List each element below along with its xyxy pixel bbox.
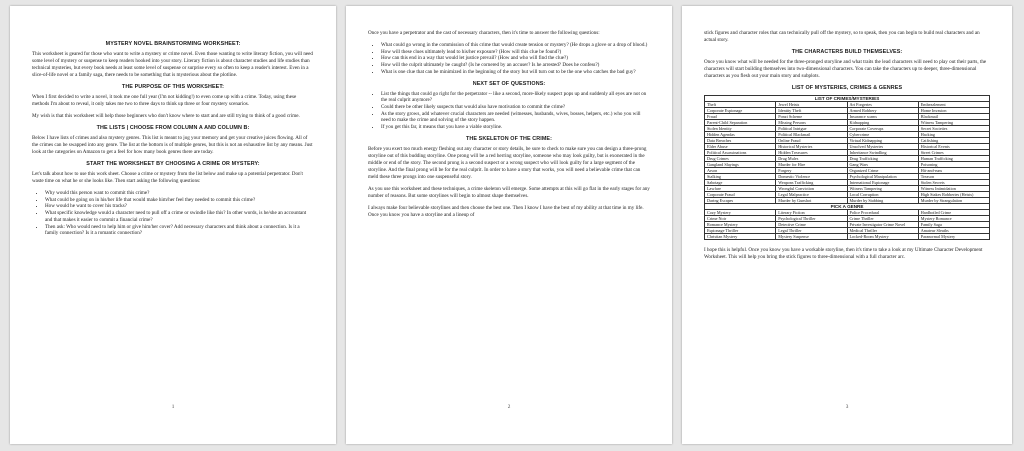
table-cell: Domestic Violence	[776, 174, 847, 180]
table-cell: Gangland Slayings	[705, 162, 776, 168]
table-cell: Corporate Fraud	[705, 192, 776, 198]
table-cell: Art Forgeries	[847, 102, 918, 108]
skeleton-heading: THE SKELETON OF THE CRIME:	[465, 135, 553, 142]
purpose-paragraph-1: When I first decided to write a novel, it took me one full year (I'm not kidding!) to even come up with a crime. Today, using these methods I'm about to reveal, it only takes me two to three days to think up three or four mystery scenarios.	[32, 94, 297, 107]
table-cell: Political Assassinations	[705, 150, 776, 156]
list-item: • What specific knowledge would a character need to pull off a crime or swindle like this? In other words, is he/she an accountant and that makes it easier to commit a financial crime?	[45, 210, 314, 223]
table-cell: Detective Crime	[776, 222, 847, 228]
table-cell: Police Procedural	[847, 210, 918, 216]
closing-paragraph: I hope this is helpful. Once you know you have a workable storyline, then it's time to take a look at my Ultimate Character Development Worksheet. This will help you bring the stick figures to three-dimensional with a full character arc.	[704, 247, 983, 260]
page-number: 3	[845, 404, 849, 410]
table-cell: Wrongful Conviction	[776, 186, 847, 192]
table-cell: Hit-and-runs	[918, 168, 989, 174]
characters-heading: THE CHARACTERS BUILD THEMSELVES:	[791, 49, 903, 55]
crimes-table-heading: LIST OF CRIMES/MYSTERIES	[705, 96, 990, 102]
list-item: • How can this end in a way that would let justice prevail? (How and who will find the clue?)	[381, 55, 650, 62]
table-cell: Legal Thriller	[776, 228, 847, 234]
table-cell: Murder by Gunshot	[776, 198, 847, 204]
table-cell: Stolen Identity	[705, 126, 776, 132]
worksheet-page-1	[10, 6, 336, 444]
table-cell: Insurance scams	[847, 114, 918, 120]
table-cell: Witness Tampering	[918, 120, 989, 126]
table-cell: Home Invasion	[918, 108, 989, 114]
list-item: • How will the culprit ultimately be caught? (Is he cornered by an accuser? Is he arrested? Does he confess?)	[381, 62, 650, 69]
table-cell: Mystery Suspense	[776, 234, 847, 240]
table-cell: Armed Robbery	[847, 108, 918, 114]
next-questions-heading: NEXT SET OF QUESTIONS:	[472, 80, 546, 87]
table-cell: Crime Noir	[705, 216, 776, 222]
table-cell: Amateur Sleuths	[918, 228, 989, 234]
table-cell: Legal Malpractice	[776, 192, 847, 198]
table-cell: Data Breaches	[705, 138, 776, 144]
intro-paragraph: This worksheet is geared for those who want to write a mystery or crime novel. Even those wanting to write literary fiction, you will need some level of mystery or suspense to keep readers hooked into your story. Literary fiction is about character studies and life studies than technical mysteries, but every book needs at least some level of suspense or surprise every so often to keep a reader's interest. Even in a slice-of-life novel or a family saga, there needs to be something that is mysterious about the plotline.	[32, 51, 313, 78]
skeleton-paragraph-3: I always make four believable storylines and then choose the best one. Then I know I have the best of my ability at that time in my life. Once you know you have a storyline and a lineup of	[368, 204, 644, 218]
start-heading: START THE WORKSHEET BY CHOOSING A CRIME OR MYSTERY:	[86, 161, 260, 167]
table-cell: Daring Escapes	[705, 198, 776, 204]
table-cell: High Stakes Robberies (Heists)	[918, 192, 989, 198]
table-cell: Stolen Secrets	[918, 180, 989, 186]
table-cell: Literary Fiction	[776, 210, 847, 216]
table-cell: Treason	[918, 174, 989, 180]
list-item: • What could go wrong in the commission of this crime that would create tension or mystery? (He drops a glove or a drop of blood.)	[381, 42, 650, 49]
table-cell: Hidden Agendas	[705, 132, 776, 138]
table-cell: Street Crimes	[918, 150, 989, 156]
list-item: • Then ask: Who would need to help him or give him/her cover? Add necessary characters and think about a connection. Is it a family connection? Is it a romantic connection?	[45, 224, 314, 237]
intro-paragraph: Once you have a perpetrator and the cast of necessary characters, then it's time to answer the following questions:	[368, 30, 600, 36]
table-row	[705, 234, 990, 240]
table-cell: Local Corruption	[847, 192, 918, 198]
table-cell: Locked-Room Mystery	[847, 234, 918, 240]
table-cell: Drug Mules	[776, 156, 847, 162]
start-paragraph: Let's talk about how to use this work sheet. Choose a crime or mystery from the list below and make up a potential perpetrator. Don't waste time on what he or she looks like. Then start asking the following questions:	[32, 171, 303, 184]
table-cell: Secret Societies	[918, 126, 989, 132]
table-cell: Corporate Coverups	[847, 126, 918, 132]
lists-heading: THE LISTS | CHOOSE FROM COLUMN A AND COLUMN B:	[96, 125, 250, 131]
table-cell: Historical Events	[918, 144, 989, 150]
purpose-heading: THE PURPOSE OF THIS WORKSHEET:	[121, 84, 225, 90]
table-cell: Weapons Trafficking	[776, 180, 847, 186]
table-cell: Hardboiled Crime	[918, 210, 989, 216]
table-cell: Witness Intimidation	[918, 186, 989, 192]
list-item: • What is one clue that can be minimized in the beginning of the story but will turn out to be the one who catches the bad guy?	[381, 69, 650, 76]
table-cell: Paranormal Mystery	[918, 234, 989, 240]
table-cell: Catfishing	[918, 138, 989, 144]
table-cell: Murder for Hire	[776, 162, 847, 168]
table-cell: Missing Persons	[776, 120, 847, 126]
table-cell: Historical Mysteries	[776, 144, 847, 150]
table-cell: Psychological Manipulation	[847, 174, 918, 180]
table-cell: Sabotage	[705, 180, 776, 186]
intro-paragraph: stick figures and character roles that can technically pull off the mystery, so to speak, then you can begin to build real characters and an actual story.	[704, 30, 980, 43]
worksheet-title: MYSTERY NOVEL BRAINSTORMING WORKSHEET:	[105, 41, 241, 47]
table-cell: Elder Abuse	[705, 144, 776, 150]
purpose-paragraph-2: My wish is that this worksheet will help those beginners who don't know where to start and are still trying to think of a good crime.	[32, 113, 300, 119]
table-cell: Crime Thriller	[847, 216, 918, 222]
table-cell: Lawfare	[705, 186, 776, 192]
table-cell: Unsolved Mysteries	[847, 144, 918, 150]
table-cell: Gang Wars	[847, 162, 918, 168]
list-item: • Could there be other likely suspects that would also have motivation to commit the crime?	[381, 104, 650, 111]
list-heading: LIST OF MYSTERIES, CRIMES & GENRES	[791, 85, 903, 91]
table-cell: International Espionage	[847, 180, 918, 186]
question-list-2	[368, 91, 650, 131]
list-item: • What could be going on in his/her life that would make him/her feel they needed to commit this crime?	[45, 197, 314, 204]
table-cell: Private Investigator Crime Novel	[847, 222, 918, 228]
table-cell: Ponzi Scheme	[776, 114, 847, 120]
worksheet-page-3	[682, 6, 1012, 444]
skeleton-paragraph-1: Before you exert too much energy fleshing out any character or story details, be sure to check to make sure you can design a three-prong storyline out of this budding storyline. One prong will be a red herring storyline, someone who may look guilty, but is exonerated in the middle or end of the story. The second prong is a second suspect or a wrong suspect who will look guilty for a large segment of the storyline. And the final prong will be for the real culprit. In order to have a story that works, you will need a believable crime that can meld these three prongs into one suspenseful story.	[368, 145, 647, 180]
table-cell: Virtual Kidnapping	[847, 138, 918, 144]
list-item: • How would he want to cover his tracks?	[45, 203, 314, 210]
table-cell: Parent-Child Separation	[705, 120, 776, 126]
table-cell: Stalking	[705, 174, 776, 180]
genres-table-heading: PICK A GENRE	[705, 204, 990, 210]
table-cell: Political Blackmail	[776, 132, 847, 138]
table-cell: Political Intrigue	[776, 126, 847, 132]
page-number: 1	[171, 404, 175, 410]
table-cell: Theft	[705, 102, 776, 108]
characters-paragraph: Once you know what will be needed for the three-pronged storyline and what traits the lead characters will need to play out their parts, the characters will start building themselves into two-dimensional characters. You can take the characters up to deeper, three-dimensional characters as you flesh out your main story and subplots.	[704, 59, 987, 79]
skeleton-paragraph-2: As you use this worksheet and these techniques, a crime skeleton will emerge. Some attempts at this will go flat in the early stages for any number of reasons. But some storylines will begin to almost shape themselves.	[368, 185, 650, 199]
table-cell: Arson	[705, 168, 776, 174]
table-cell: Organized Crime	[847, 168, 918, 174]
list-item: • How will these clues ultimately lead to his/her exposure? (How will this clue be found?)	[381, 49, 650, 56]
table-cell: Kidnapping	[847, 120, 918, 126]
table-cell: Drug Trafficking	[847, 156, 918, 162]
question-list	[32, 190, 314, 237]
table-cell: Christian Mystery	[705, 234, 776, 240]
table-cell: Cybercrime	[847, 132, 918, 138]
table-cell: Poisoning	[918, 162, 989, 168]
table-cell: Embezzlement	[918, 102, 989, 108]
list-item: • List the things that could go right for the perpetrator -- like a second, more-likely suspect pops up and suddenly all eyes are not on the real culprit anymore?	[381, 91, 650, 104]
question-list-1	[368, 42, 650, 76]
table-cell: Drug Crimes	[705, 156, 776, 162]
table-cell: Cozy Mystery	[705, 210, 776, 216]
page-number: 2	[507, 404, 511, 410]
table-cell: Mystery Romance	[918, 216, 989, 222]
table-cell: Psychological Thriller	[776, 216, 847, 222]
table-cell: Hidden Treasures	[776, 150, 847, 156]
list-item: • If you get this far, it means that you have a viable storyline.	[381, 124, 650, 131]
table-cell: Medical Thriller	[847, 228, 918, 234]
table-cell: Hacking	[918, 132, 989, 138]
crimes-genres-table	[704, 95, 990, 240]
table-cell: Witness Tampering	[847, 186, 918, 192]
table-cell: Corporate Espionage	[705, 108, 776, 114]
table-cell: Identity Theft	[776, 108, 847, 114]
table-cell: Espionage Thriller	[705, 228, 776, 234]
lists-paragraph: Below I have lists of crimes and also mystery genres. This list is meant to jog your memory and get your creative juices flowing. All of the crimes can be swapped into any genre. The list at the bottom is of multiple genres, but this is not an exhaustive list by any means. Just look at the categories on Amazon to get a feel for how many book genres there are today.	[32, 135, 313, 155]
list-item: • Why would this person want to commit this crime?	[45, 190, 314, 197]
table-cell: Blackmail	[918, 114, 989, 120]
worksheet-page-2	[346, 6, 672, 444]
table-cell: Online Fraud	[776, 138, 847, 144]
table-cell: Murder by Stabbing	[847, 198, 918, 204]
table-cell: Human Trafficking	[918, 156, 989, 162]
table-cell: Fraud	[705, 114, 776, 120]
table-cell: Family Saga	[918, 222, 989, 228]
table-cell: Inheritance Swindling	[847, 150, 918, 156]
table-cell: Jewel Heists	[776, 102, 847, 108]
list-item: • As the story grows, add whatever crucial characters are needed (witnesses, husbands, wives, bosses, helpers, etc.) who you will need to make the crime and solving of the story happen.	[381, 111, 650, 124]
table-cell: Romance Mystery	[705, 222, 776, 228]
table-cell: Murder by Strangulation	[918, 198, 989, 204]
table-cell: Forgery	[776, 168, 847, 174]
